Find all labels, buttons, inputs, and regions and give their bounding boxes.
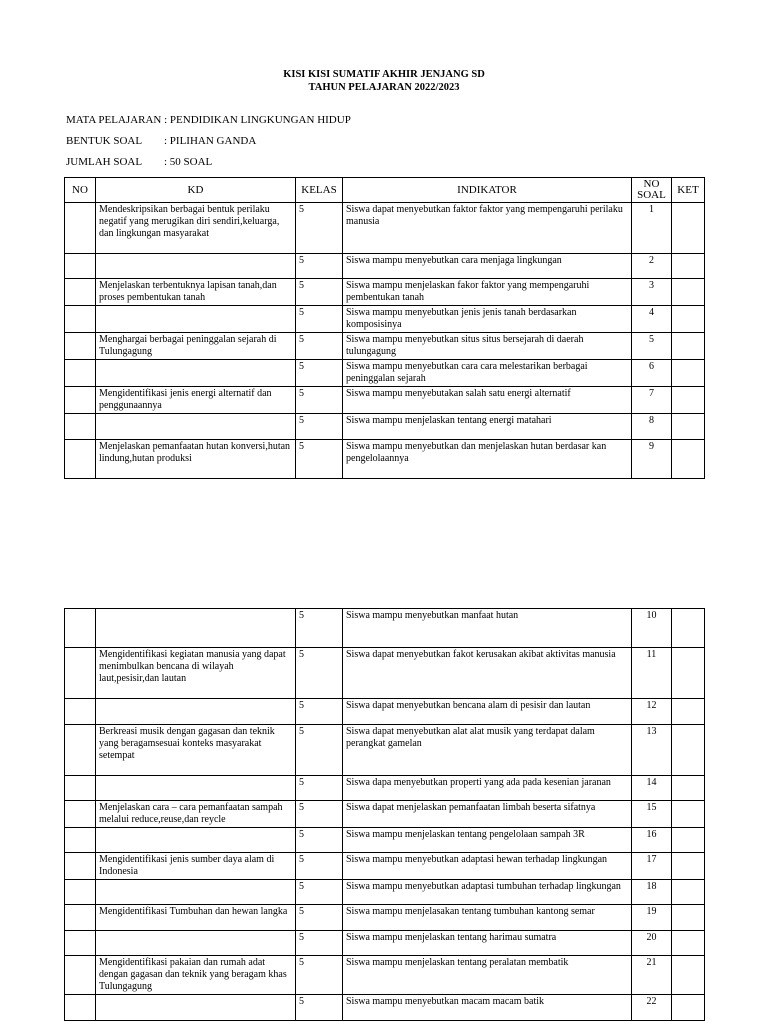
table-row	[65, 905, 705, 931]
cell-indikator: Siswa mampu menyebutkan adaptasi hewan terhadap lingkungan	[343, 853, 632, 880]
table-row	[65, 648, 705, 699]
cell-no	[65, 725, 96, 776]
cell-no	[65, 440, 96, 479]
cell-no-soal: 16	[632, 828, 672, 853]
cell-ket	[672, 905, 705, 931]
col-header-kd: KD	[96, 178, 296, 203]
cell-ket	[672, 880, 705, 905]
cell-kelas: 5	[296, 414, 343, 440]
cell-no	[65, 648, 96, 699]
table-row	[65, 414, 705, 440]
meta-bentuk-label: BENTUK SOAL	[66, 135, 143, 147]
col-header-ket: KET	[672, 178, 705, 203]
table-row	[65, 609, 705, 648]
meta-mapel-text: MATA PELAJARAN : PENDIDIKAN LINGKUNGAN HIDUP	[66, 114, 351, 126]
cell-kd: Menghargai berbagai peninggalan sejarah di Tulungagung	[96, 333, 296, 360]
cell-no	[65, 203, 96, 254]
cell-indikator: Siswa dapat menyebutkan alat alat musik yang terdapat dalam perangkat gamelan	[343, 725, 632, 776]
cell-kd	[96, 414, 296, 440]
cell-no-soal: 12	[632, 699, 672, 725]
cell-ket	[672, 828, 705, 853]
cell-kelas: 5	[296, 333, 343, 360]
table-row	[65, 279, 705, 306]
cell-kd: Berkreasi musik dengan gagasan dan teknik yang beragamsesuai konteks masyarakat setempat	[96, 725, 296, 776]
cell-no-soal: 17	[632, 853, 672, 880]
cell-indikator: Siswa mampu menjelasakan tentang tumbuhan kantong semar	[343, 905, 632, 931]
cell-kelas: 5	[296, 440, 343, 479]
cell-no-soal: 4	[632, 306, 672, 333]
cell-no-soal: 3	[632, 279, 672, 306]
cell-kd	[96, 360, 296, 387]
cell-indikator: Siswa mampu menjelaskan fakor faktor yang mempengaruhi pembentukan tanah	[343, 279, 632, 306]
table-row	[65, 801, 705, 828]
cell-kd	[96, 995, 296, 1021]
cell-kelas: 5	[296, 905, 343, 931]
table-row	[65, 725, 705, 776]
table-row	[65, 995, 705, 1021]
cell-indikator: Siswa dapat menyebutkan fakot kerusakan akibat aktivitas manusia	[343, 648, 632, 699]
doc-title: KISI KISI SUMATIF AKHIR JENJANG SD	[283, 69, 485, 80]
col-header-indikator: INDIKATOR	[343, 178, 632, 203]
cell-kelas: 5	[296, 648, 343, 699]
cell-kelas: 5	[296, 880, 343, 905]
cell-kd	[96, 931, 296, 956]
cell-kelas: 5	[296, 725, 343, 776]
cell-no-soal: 15	[632, 801, 672, 828]
cell-no	[65, 699, 96, 725]
cell-kelas: 5	[296, 828, 343, 853]
cell-ket	[672, 699, 705, 725]
table-row	[65, 440, 705, 479]
cell-no-soal: 7	[632, 387, 672, 414]
cell-indikator: Siswa mampu menyebutkan dan menjelaskan hutan berdasar kan pengelolaannya	[343, 440, 632, 479]
table-row	[65, 853, 705, 880]
cell-no-soal: 10	[632, 609, 672, 648]
cell-no	[65, 776, 96, 801]
cell-kelas: 5	[296, 931, 343, 956]
cell-ket	[672, 776, 705, 801]
kisi-table-2	[64, 608, 705, 1021]
table-row	[65, 880, 705, 905]
cell-no-soal: 6	[632, 360, 672, 387]
cell-ket	[672, 203, 705, 254]
cell-indikator: Siswa mampu menyebutkan cara cara melestarikan berbagai peninggalan sejarah	[343, 360, 632, 387]
cell-ket	[672, 440, 705, 479]
col-header-kelas: KELAS	[296, 178, 343, 203]
cell-indikator: Siswa mampu menyebutakan salah satu energi alternatif	[343, 387, 632, 414]
cell-no	[65, 333, 96, 360]
cell-ket	[672, 956, 705, 995]
cell-no-soal: 18	[632, 880, 672, 905]
cell-kd: Mengidentifikasi Tumbuhan dan hewan langka	[96, 905, 296, 931]
meta-bentuk-value: : PILIHAN GANDA	[164, 135, 257, 147]
table-row	[65, 306, 705, 333]
cell-no	[65, 995, 96, 1021]
table-body-2	[65, 609, 705, 1021]
cell-ket	[672, 333, 705, 360]
cell-no	[65, 905, 96, 931]
cell-kd	[96, 609, 296, 648]
cell-no	[65, 387, 96, 414]
doc-subtitle: TAHUN PELAJARAN 2022/2023	[308, 82, 460, 93]
cell-no-soal: 9	[632, 440, 672, 479]
cell-no	[65, 853, 96, 880]
col-header-no-soal	[632, 178, 672, 203]
cell-no-soal: 11	[632, 648, 672, 699]
table-row	[65, 931, 705, 956]
cell-indikator: Siswa mampu menjelaskan tentang pengelolaan sampah 3R	[343, 828, 632, 853]
cell-indikator: Siswa mampu menyebutkan manfaat hutan	[343, 609, 632, 648]
table-row	[65, 360, 705, 387]
cell-no	[65, 609, 96, 648]
cell-indikator: Siswa mampu menyebutkan situs situs bersejarah di daerah tulungagung	[343, 333, 632, 360]
cell-ket	[672, 254, 705, 279]
cell-no	[65, 414, 96, 440]
cell-ket	[672, 306, 705, 333]
cell-kelas: 5	[296, 956, 343, 995]
cell-no-soal: 2	[632, 254, 672, 279]
cell-ket	[672, 279, 705, 306]
cell-no	[65, 306, 96, 333]
cell-ket	[672, 414, 705, 440]
cell-no-soal: 20	[632, 931, 672, 956]
cell-kd	[96, 880, 296, 905]
table-row	[65, 699, 705, 725]
cell-kd: Mengidentifikasi kegiatan manusia yang dapat menimbulkan bencana di wilayah laut,pesisir,dan lautan	[96, 648, 296, 699]
cell-kelas: 5	[296, 254, 343, 279]
cell-ket	[672, 931, 705, 956]
cell-no-soal: 14	[632, 776, 672, 801]
cell-no	[65, 801, 96, 828]
meta-jumlah-label: JUMLAH SOAL	[66, 156, 143, 168]
cell-indikator: Siswa mampu menyebutkan macam macam batik	[343, 995, 632, 1021]
cell-ket	[672, 648, 705, 699]
cell-kd: Mendeskripsikan berbagai bentuk perilaku negatif yang merugikan diri sendiri,keluarga, dan lingkungan masyarakat	[96, 203, 296, 254]
cell-ket	[672, 995, 705, 1021]
cell-indikator: Siswa mampu menyebutkan adaptasi tumbuhan terhadap lingkungan	[343, 880, 632, 905]
cell-ket	[672, 801, 705, 828]
cell-no	[65, 880, 96, 905]
cell-kd: Mengidentifikasi pakaian dan rumah adat dengan gagasan dan teknik yang beragam khas Tulungagung	[96, 956, 296, 995]
table-row	[65, 254, 705, 279]
cell-kelas: 5	[296, 609, 343, 648]
cell-no-soal: 13	[632, 725, 672, 776]
cell-indikator: Siswa mampu menyebutkan jenis jenis tanah berdasarkan komposisinya	[343, 306, 632, 333]
table-row	[65, 828, 705, 853]
cell-ket	[672, 609, 705, 648]
cell-kd: Menjelaskan terbentuknya lapisan tanah,dan proses pembentukan tanah	[96, 279, 296, 306]
cell-indikator: Siswa mampu menjelaskan tentang energi matahari	[343, 414, 632, 440]
cell-no	[65, 360, 96, 387]
cell-ket	[672, 853, 705, 880]
cell-indikator: Siswa mampu menjelaskan tentang harimau sumatra	[343, 931, 632, 956]
cell-indikator: Siswa dapa menyebutkan properti yang ada pada kesenian jaranan	[343, 776, 632, 801]
cell-kd: Menjelaskan cara – cara pemanfaatan sampah melalui reduce,reuse,dan reycle	[96, 801, 296, 828]
table-row	[65, 333, 705, 360]
col-header-no: NO	[65, 178, 96, 203]
cell-no	[65, 931, 96, 956]
cell-no	[65, 956, 96, 995]
cell-kelas: 5	[296, 699, 343, 725]
cell-kelas: 5	[296, 306, 343, 333]
cell-no	[65, 279, 96, 306]
cell-kd: Menjelaskan pemanfaatan hutan konversi,hutan lindung,hutan produksi	[96, 440, 296, 479]
cell-no-soal: 19	[632, 905, 672, 931]
cell-ket	[672, 725, 705, 776]
meta-jumlah	[66, 156, 212, 169]
table-row	[65, 956, 705, 995]
cell-kelas: 5	[296, 360, 343, 387]
cell-indikator: Siswa dapat menjelaskan pemanfaatan limbah beserta sifatnya	[343, 801, 632, 828]
cell-kelas: 5	[296, 279, 343, 306]
cell-kelas: 5	[296, 995, 343, 1021]
meta-jumlah-value: : 50 SOAL	[164, 156, 213, 168]
cell-no-soal: 5	[632, 333, 672, 360]
cell-indikator: Siswa mampu menjelaskan tentang peralatan membatik	[343, 956, 632, 995]
cell-no-soal: 22	[632, 995, 672, 1021]
cell-kelas: 5	[296, 801, 343, 828]
cell-kd: Mengidentifikasi jenis sumber daya alam di Indonesia	[96, 853, 296, 880]
table-header-row	[65, 178, 705, 203]
cell-ket	[672, 360, 705, 387]
cell-ket	[672, 387, 705, 414]
cell-indikator: Siswa dapat menyebutkan faktor faktor yang mempengaruhi perilaku manusia	[343, 203, 632, 254]
table-row	[65, 776, 705, 801]
cell-kelas: 5	[296, 776, 343, 801]
meta-mapel	[66, 114, 351, 127]
cell-indikator: Siswa dapat menyebutkan bencana alam di pesisir dan lautan	[343, 699, 632, 725]
cell-kelas: 5	[296, 853, 343, 880]
cell-kd	[96, 776, 296, 801]
kisi-table-1	[64, 177, 705, 479]
col-header-no-soal-line1: NO	[643, 178, 660, 190]
cell-kd	[96, 306, 296, 333]
cell-kd	[96, 254, 296, 279]
cell-kd	[96, 699, 296, 725]
col-header-no-soal-line2: SOAL	[637, 189, 666, 201]
meta-bentuk	[66, 135, 256, 148]
cell-no	[65, 254, 96, 279]
cell-kelas: 5	[296, 387, 343, 414]
table-body-1	[65, 203, 705, 479]
table-row	[65, 203, 705, 254]
cell-no-soal: 8	[632, 414, 672, 440]
cell-kd	[96, 828, 296, 853]
cell-no	[65, 828, 96, 853]
table-row	[65, 387, 705, 414]
cell-kelas: 5	[296, 203, 343, 254]
cell-no-soal: 21	[632, 956, 672, 995]
cell-indikator: Siswa mampu menyebutkan cara menjaga lingkungan	[343, 254, 632, 279]
cell-no-soal: 1	[632, 203, 672, 254]
cell-kd: Mengidentifikasi jenis energi alternatif dan penggunaannya	[96, 387, 296, 414]
